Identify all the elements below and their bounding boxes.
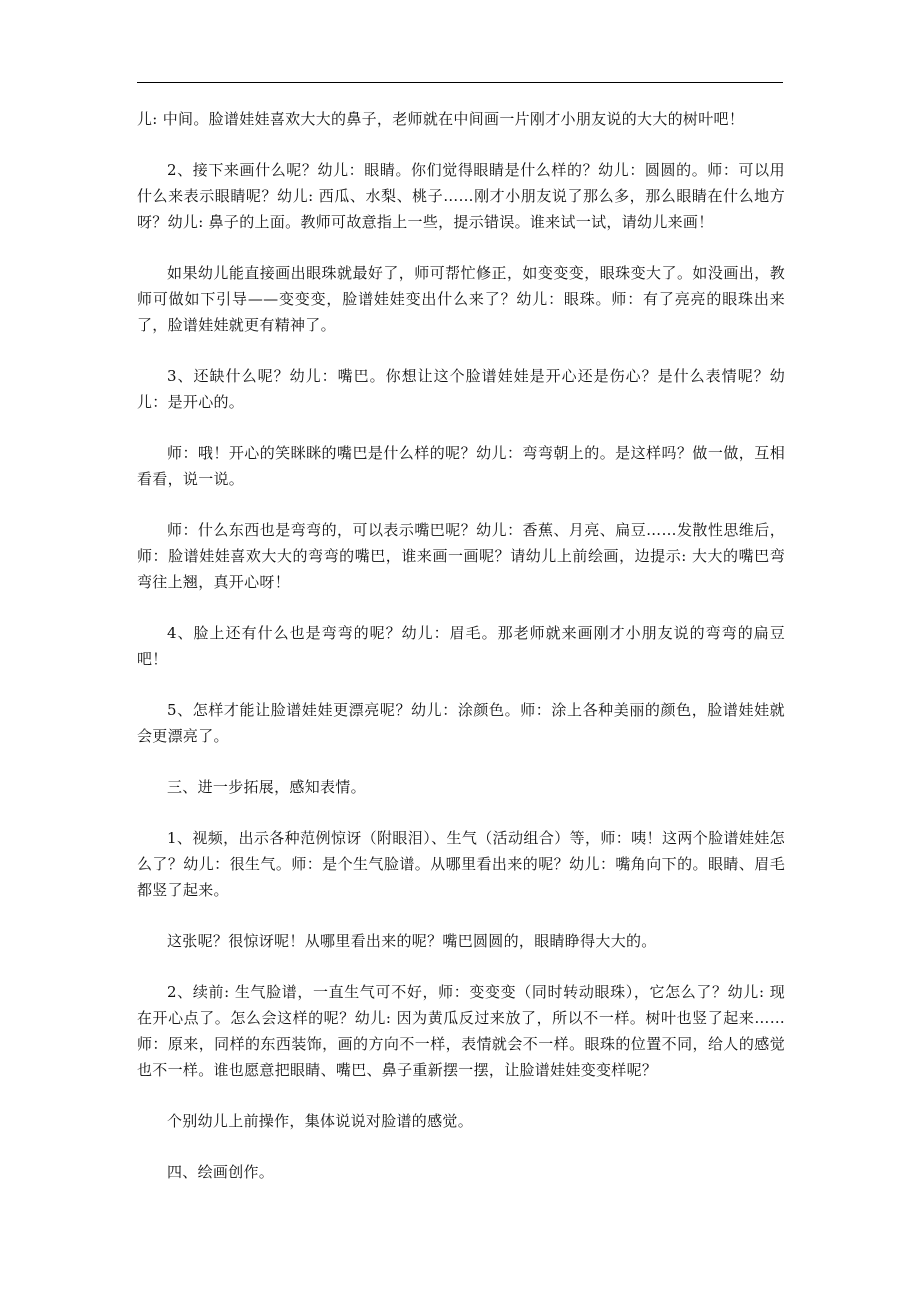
section-heading: 四、绘画创作。 bbox=[167, 1163, 275, 1181]
paragraph: 2、接下来画什么呢？幼儿：眼睛。你们觉得眼睛是什么样的？幼儿：圆圆的。师：可以用什么来表示眼睛呢？幼儿: 西瓜、水梨、桃子……刚才小朋友说了那么多，那么眼睛在什么地方呀？幼儿: 鼻子的上面。教师可故意指上一些，提示错误。谁来试一试，请幼儿来画！ bbox=[137, 161, 785, 231]
paragraph: 个别幼儿上前操作，集体说说对脸谱的感觉。 bbox=[167, 1112, 474, 1130]
paragraph: 3、还缺什么呢？幼儿：嘴巴。你想让这个脸谱娃娃是开心还是伤心？是什么表情呢？幼儿：是开心的。 bbox=[137, 367, 785, 411]
paragraph: 4、脸上还有什么也是弯弯的呢？幼儿：眉毛。那老师就来画刚才小朋友说的弯弯的扁豆吧！ bbox=[137, 624, 785, 668]
section-heading: 三、进一步拓展，感知表情。 bbox=[167, 778, 366, 796]
paragraph: 师：什么东西也是弯弯的，可以表示嘴巴呢？幼儿：香蕉、月亮、扁豆……发散性思维后，师：脸谱娃娃喜欢大大的弯弯的嘴巴，谁来画一画呢？请幼儿上前绘画，边提示: 大大的嘴巴弯弯往上翘，真开心呀！ bbox=[137, 521, 785, 591]
paragraph: 2、续前: 生气脸谱，一直生气可不好，师：变变变（同时转动眼珠），它怎么了？幼儿: 现在开心点了。怎么会这样的呢？幼儿: 因为黄瓜反过来放了，所以不一样。树叶也竖了起来……师：原来，同样的东西装饰，画的方向不一样，表情就会不一样。眼珠的位置不同，给人的感觉也不一样。谁也愿意把眼睛、嘴巴、鼻子重新摆一摆，让脸谱娃娃变变样呢？ bbox=[137, 983, 785, 1079]
paragraph: 师：哦！开心的笑眯眯的嘴巴是什么样的呢？幼儿：弯弯朝上的。是这样吗？做一做，互相看看，说一说。 bbox=[137, 444, 785, 488]
paragraph: 这张呢？很惊讶呢！从哪里看出来的呢？嘴巴圆圆的，眼睛睁得大大的。 bbox=[167, 932, 657, 950]
paragraph: 如果幼儿能直接画出眼珠就最好了，师可帮忙修正，如变变变，眼珠变大了。如没画出，教师可做如下引导——变变变，脸谱娃娃变出什么来了？幼儿：眼珠。师：有了亮亮的眼珠出来了，脸谱娃娃就更有精神了。 bbox=[137, 264, 785, 334]
paragraph: 5、怎样才能让脸谱娃娃更漂亮呢？幼儿：涂颜色。师：涂上各种美丽的颜色，脸谱娃娃就会更漂亮了。 bbox=[137, 701, 785, 745]
paragraph: 1、视频，出示各种范例惊讶（附眼泪）、生气（活动组合）等，师：咦！这两个脸谱娃娃怎么了？幼儿：很生气。师：是个生气脸谱。从哪里看出来的呢？幼儿：嘴角向下的。眼睛、眉毛都竖了起来。 bbox=[137, 829, 785, 899]
header-rule bbox=[137, 82, 783, 83]
document-body bbox=[137, 106, 785, 1210]
paragraph: 儿: 中间。脸谱娃娃喜欢大大的鼻子，老师就在中间画一片刚才小朋友说的大大的树叶吧！ bbox=[137, 110, 745, 128]
